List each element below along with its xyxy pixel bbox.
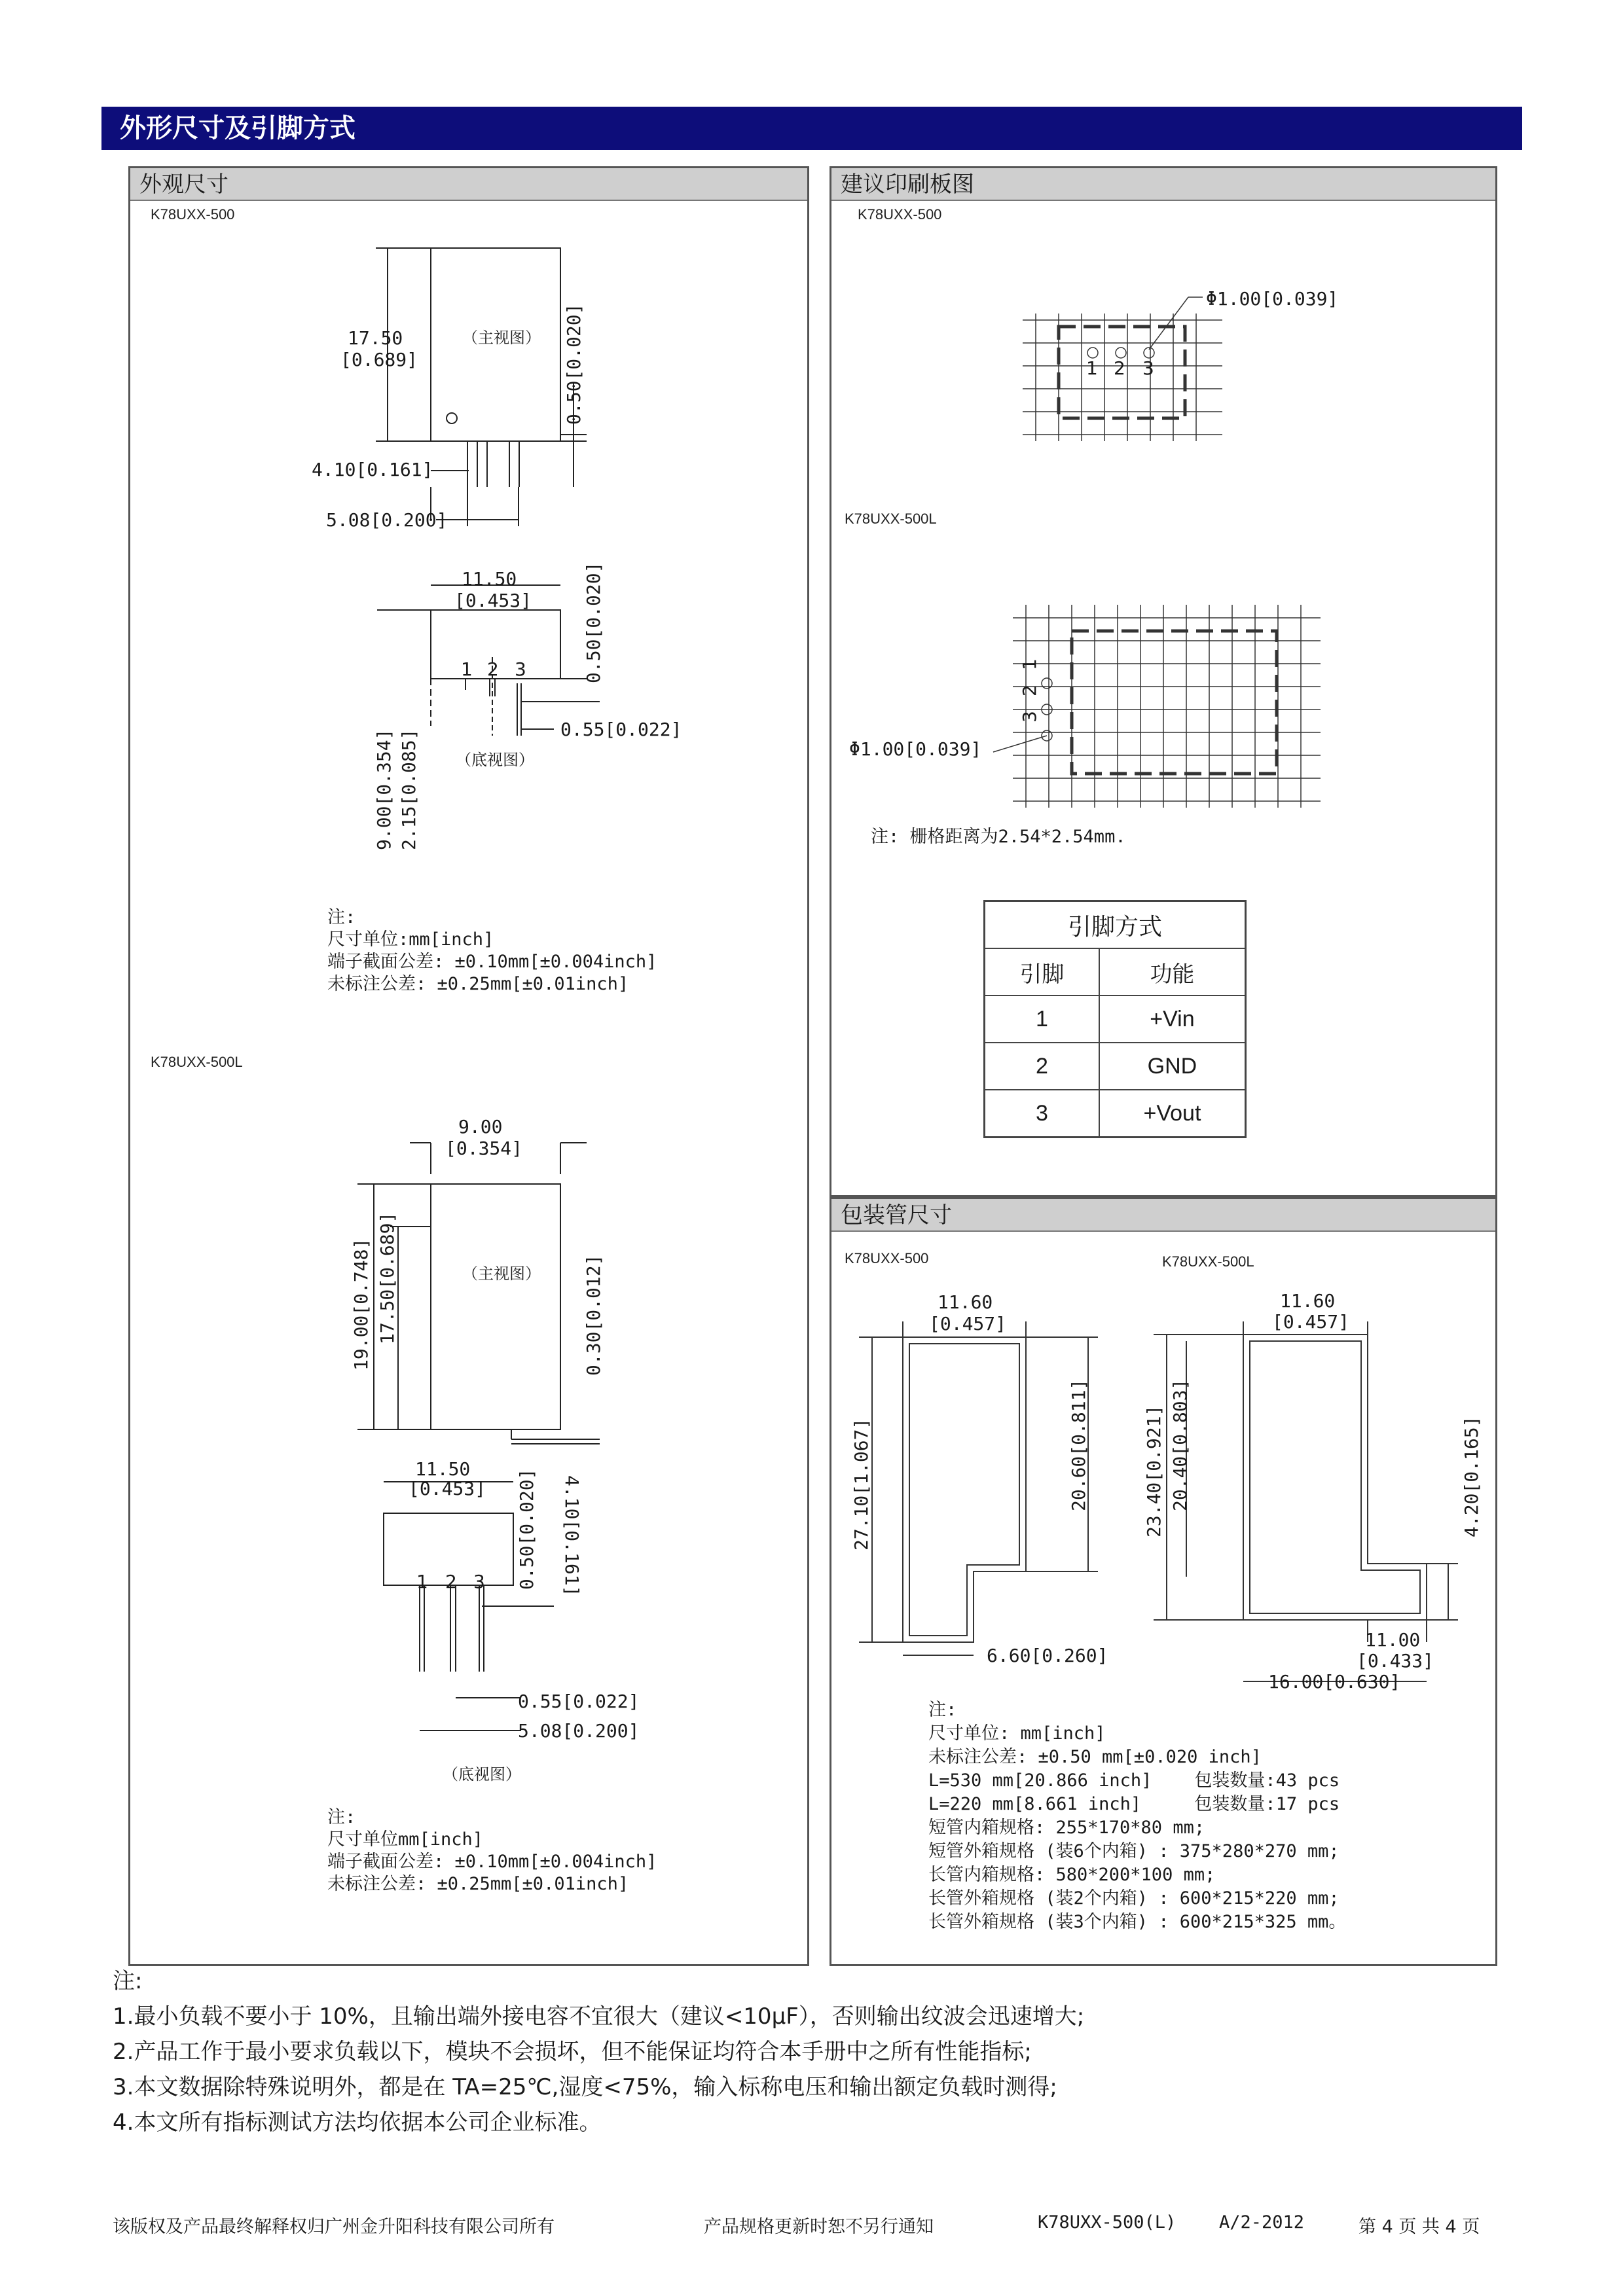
pin-number: 3 — [985, 1090, 1099, 1138]
note-line: 端子截面公差: ±0.10mm[±0.004inch] — [327, 1852, 657, 1872]
note-line: 端子截面公差: ±0.10mm[±0.004inch] — [327, 952, 657, 972]
note-line: 注: — [327, 907, 356, 927]
grid-note: 注: 栅格距离为2.54*2.54mm. — [871, 827, 1126, 847]
pin-function: +Vout — [1099, 1090, 1246, 1138]
note-line: 尺寸单位: mm[inch] — [928, 1723, 1106, 1744]
pcb-panel-title: 建议印刷板图 — [831, 168, 1495, 201]
footer-notice: 产品规格更新时恕不另行通知 — [704, 2217, 934, 2237]
outline-notes-b — [327, 1806, 657, 1895]
general-notes — [113, 1964, 1084, 2140]
note-line: 短管外箱规格 (装6个内箱) : 375*280*270 mm; — [928, 1841, 1340, 1861]
pin-table-caption: 引脚方式 — [985, 901, 1246, 949]
dim-0-689: [0.689] — [340, 349, 418, 370]
dim-9-00-a: 9.00[0.354] — [373, 728, 395, 850]
dim-0-55-b: 0.55[0.022] — [518, 1691, 640, 1712]
dim-0-50-a: 0.50[0.020] — [563, 303, 585, 425]
general-note-line: 2.产品工作于最小要求负载以下，模块不会损坏，但不能保证均符合本手册中之所有性能指标; — [113, 2039, 1032, 2065]
pin-number: 2 — [985, 1043, 1099, 1090]
dim-2-15: 2.15[0.085] — [398, 728, 420, 850]
pcb-pin-2: 2 — [1114, 357, 1125, 379]
dim-20-40: 20.40[0.803] — [1169, 1378, 1191, 1511]
dim-0-50-b: 0.50[0.020] — [583, 562, 604, 683]
dim-0-453-b: [0.453] — [409, 1478, 486, 1499]
pcb-hole-dim-500: Φ1.00[0.039] — [1206, 288, 1339, 310]
tube-notes — [928, 1698, 1346, 1934]
outline-panel-title: 外观尺寸 — [130, 168, 807, 201]
pin-number: 1 — [985, 996, 1099, 1043]
pcb-outline-500l — [1072, 631, 1277, 774]
note-line: 短管内箱规格: 255*170*80 mm; — [928, 1818, 1205, 1838]
note-line: L=220 mm[8.661 inch] 包装数量:17 pcs — [928, 1794, 1340, 1814]
footer-part: K78UXX-500(L) — [1038, 2212, 1176, 2233]
front-view-caption-l: （主视图） — [462, 1265, 541, 1283]
general-note-line: 注: — [113, 1968, 143, 1994]
pin-function: GND — [1099, 1043, 1246, 1090]
dim-11-50-b: 11.50 — [415, 1458, 471, 1480]
note-line: 尺寸单位:mm[inch] — [327, 929, 494, 950]
dim-17-50: 17.50 — [348, 327, 403, 349]
dim-0-354: [0.354] — [445, 1138, 523, 1159]
dim-0-50-c: 0.50[0.020] — [516, 1468, 538, 1590]
bottom-pin-3-l: 3 — [473, 1571, 485, 1592]
outline-notes-a — [327, 906, 657, 996]
bottom-pin-3: 3 — [515, 658, 526, 680]
dim-4-10: 4.10[0.161] — [312, 459, 433, 480]
pcb-model-500: K78UXX-500 — [858, 206, 942, 223]
note-line: 未标注公差: ±0.25mm[±0.01inch] — [327, 974, 629, 994]
bottom-pin-2: 2 — [487, 658, 499, 680]
note-line: 未标注公差: ±0.25mm[±0.01inch] — [327, 1874, 629, 1894]
note-line: 长管外箱规格 (装2个内箱) : 600*215*220 mm; — [928, 1888, 1340, 1909]
model-label-500l: K78UXX-500L — [151, 1054, 243, 1070]
pin-function-table — [983, 900, 1247, 1138]
note-line: 尺寸单位mm[inch] — [327, 1829, 484, 1850]
dim-5-08-a: 5.08[0.200] — [326, 509, 448, 531]
dim-11-00: 11.00 — [1365, 1629, 1421, 1651]
pcb-pin-3: 3 — [1142, 357, 1154, 379]
pin-table-header: 功能 — [1099, 948, 1246, 996]
dim-9-00-b: 9.00 — [458, 1116, 503, 1138]
tube-panel-title: 包装管尺寸 — [831, 1199, 1495, 1232]
dim-0-457-a: [0.457] — [929, 1313, 1007, 1335]
footer-revision: A/2-2012 — [1219, 2212, 1305, 2233]
dim-11-50-a: 11.50 — [462, 568, 517, 590]
footer-page: 第 4 页 共 4 页 — [1359, 2217, 1480, 2237]
table-row — [985, 1043, 1246, 1090]
front-view-body-l — [431, 1184, 560, 1429]
general-note-line: 1.最小负载不要小于 10%，且输出端外接电容不宜很大（建议<10μF），否则输出纹波会迅速增大; — [113, 2003, 1085, 2030]
dim-16-00: 16.00[0.630] — [1268, 1671, 1401, 1693]
section-title: 外形尺寸及引脚方式 — [101, 107, 1522, 150]
pin-table-header: 引脚 — [985, 948, 1099, 996]
dim-5-08-b: 5.08[0.200] — [518, 1720, 640, 1742]
bottom-view-caption: （底视图） — [456, 751, 534, 769]
pcb-model-500l: K78UXX-500L — [845, 511, 937, 527]
footer-copyright: 该版权及产品最终解释权归广州金升阳科技有限公司所有 — [113, 2217, 555, 2237]
note-line: 未标注公差: ±0.50 mm[±0.020 inch] — [928, 1747, 1262, 1767]
note-line: 注: — [327, 1807, 356, 1827]
dim-17-50-b: 17.50[0.689] — [376, 1211, 398, 1344]
pcb-l-pin-1: 1 — [1019, 658, 1040, 670]
tube-model-500: K78UXX-500 — [845, 1250, 929, 1266]
bottom-pin-1: 1 — [461, 658, 473, 680]
pcb-l-pin-2: 2 — [1019, 685, 1040, 696]
dim-4-10-b: 4.10[0.161] — [561, 1475, 583, 1597]
note-line: 长管内箱规格: 580*200*100 mm; — [928, 1865, 1216, 1885]
pcb-hole-dim-500l: Φ1.00[0.039] — [849, 738, 982, 760]
dim-4-20: 4.20[0.165] — [1461, 1416, 1482, 1537]
dim-11-60-b: 11.60 — [1280, 1290, 1336, 1312]
front-view-caption: （主视图） — [462, 329, 541, 347]
tube-profile-500 — [903, 1337, 1026, 1642]
pcb-pin-1: 1 — [1086, 357, 1098, 379]
dim-19-00: 19.00[0.748] — [350, 1238, 372, 1371]
dim-0-55-a: 0.55[0.022] — [560, 719, 682, 740]
dim-20-60: 20.60[0.811] — [1068, 1378, 1089, 1511]
tube-model-500l: K78UXX-500L — [1162, 1253, 1254, 1270]
pin1-marker — [447, 413, 457, 423]
outline-drawings — [128, 166, 809, 1966]
note-line: L=530 mm[20.866 inch] 包装数量:43 pcs — [928, 1770, 1340, 1791]
dim-11-60-a: 11.60 — [938, 1291, 993, 1313]
tube-profile-500l — [1243, 1335, 1427, 1620]
dim-6-60: 6.60[0.260] — [987, 1645, 1108, 1666]
dim-27-10: 27.10[1.067] — [850, 1418, 872, 1551]
table-row — [985, 1090, 1246, 1138]
general-note-line: 3.本文数据除特殊说明外，都是在 TA=25℃,湿度<75%，输入标称电压和输出额定负载时测得; — [113, 2074, 1057, 2100]
pin-function: +Vin — [1099, 996, 1246, 1043]
model-label-500: K78UXX-500 — [151, 206, 235, 223]
dim-23-40: 23.40[0.921] — [1143, 1405, 1165, 1537]
pcb-grid-500l — [1013, 605, 1321, 808]
dim-0-433: [0.433] — [1357, 1650, 1434, 1672]
bottom-pin-2-l: 2 — [445, 1571, 457, 1592]
dim-0-453-a: [0.453] — [454, 590, 532, 611]
dim-0-457-b: [0.457] — [1272, 1311, 1350, 1333]
dim-0-30: 0.30[0.012] — [583, 1254, 604, 1376]
bottom-view-caption-l: （底视图） — [443, 1765, 521, 1784]
general-note-line: 4.本文所有指标测试方法均依据本公司企业标准。 — [113, 2109, 602, 2136]
pcb-l-pin-3: 3 — [1019, 711, 1040, 723]
note-line: 注: — [928, 1700, 957, 1720]
note-line: 长管外箱规格 (装3个内箱) : 600*215*325 mm。 — [928, 1912, 1347, 1932]
table-row — [985, 996, 1246, 1043]
bottom-pin-1-l: 1 — [416, 1571, 428, 1592]
